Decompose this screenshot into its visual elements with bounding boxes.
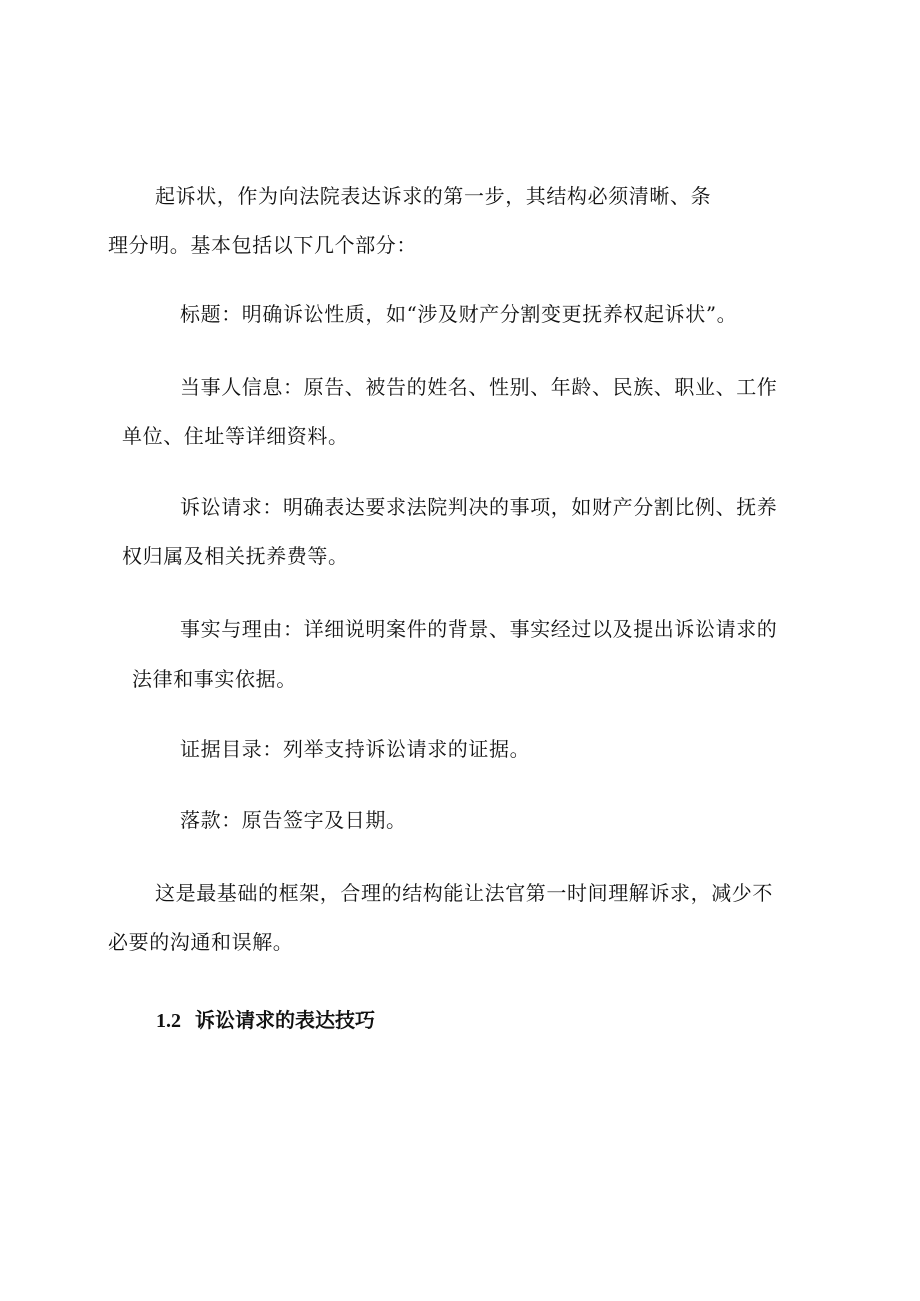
section-heading-title: 诉讼请求的表达技巧 [195, 1008, 375, 1032]
paragraph-claims-line-2: 权归属及相关抚养费等。 [122, 544, 349, 568]
paragraph-intro-line-2: 理分明。基本包括以下几个部分： [108, 233, 417, 257]
paragraph-facts-line-2: 法律和事实依据。 [132, 667, 297, 691]
section-heading [156, 1007, 375, 1034]
paragraph-party-info-line-2: 单位、住址等详细资料。 [122, 424, 349, 448]
paragraph-facts-line-1: 事实与理由：详细说明案件的背景、事实经过以及提出诉讼请求的 [180, 617, 778, 641]
paragraph-summary-line-2: 必要的沟通和误解。 [108, 930, 294, 954]
paragraph-summary-line-1: 这是最基础的框架，合理的结构能让法官第一时间理解诉求，减少不 [155, 881, 773, 905]
paragraph-evidence: 证据目录：列举支持诉讼请求的证据。 [180, 737, 531, 761]
paragraph-intro-line-1: 起诉状，作为向法院表达诉求的第一步，其结构必须清晰、条 [155, 184, 712, 208]
paragraph-party-info-line-1: 当事人信息：原告、被告的姓名、性别、年龄、民族、职业、工作 [180, 375, 778, 399]
section-heading-number: 1.2 [156, 1010, 181, 1032]
paragraph-signature: 落款：原告签字及日期。 [180, 808, 407, 832]
paragraph-title-item: 标题：明确诉讼性质，如“涉及财产分割变更抚养权起诉状”。 [180, 302, 738, 326]
paragraph-claims-line-1: 诉讼请求：明确表达要求法院判决的事项，如财产分割比例、抚养 [180, 495, 778, 519]
